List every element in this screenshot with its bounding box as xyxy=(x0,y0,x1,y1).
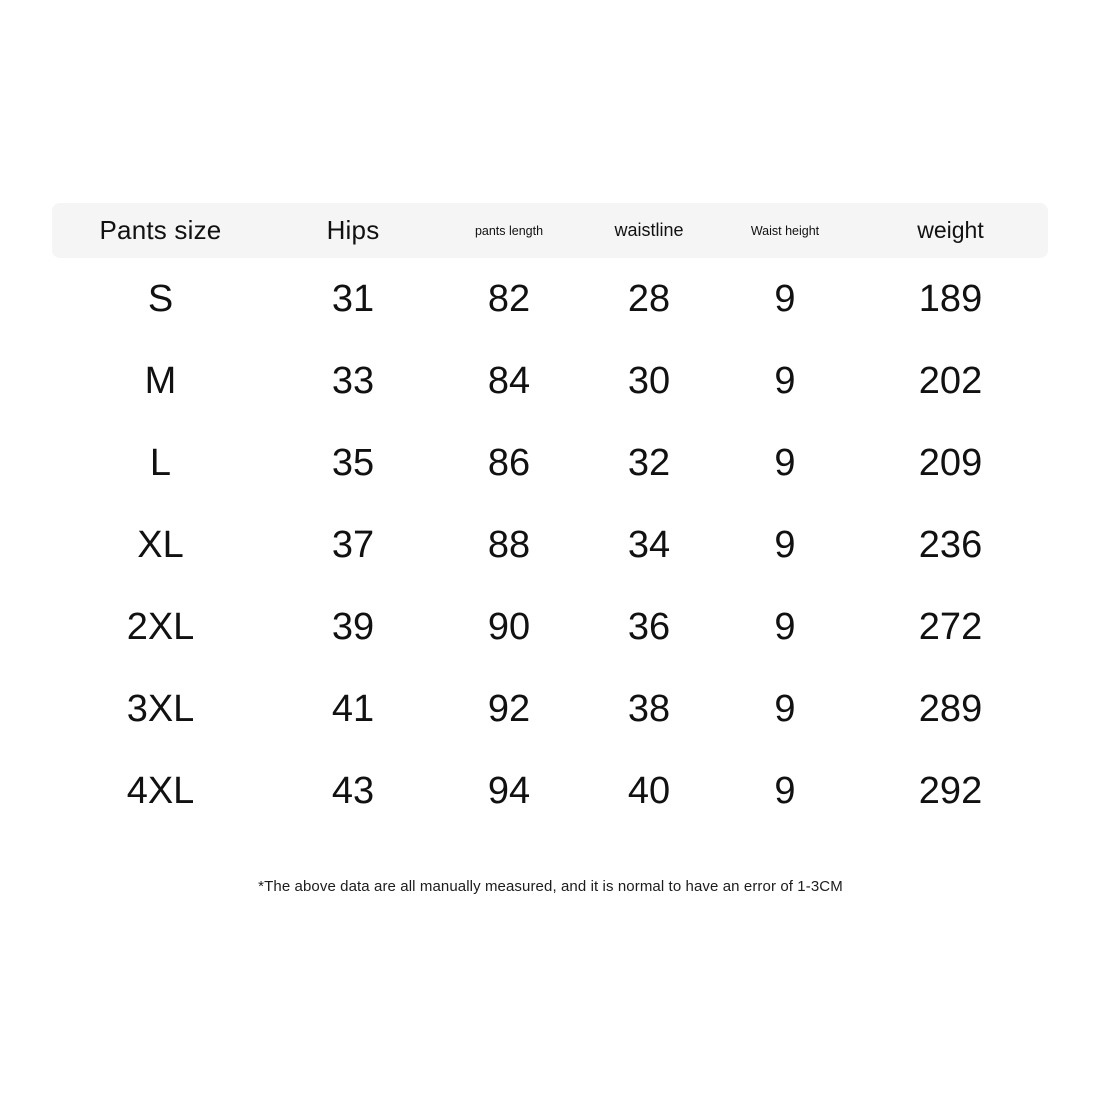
size-chart-table xyxy=(52,203,1048,832)
cell-waistline: 28 xyxy=(627,277,671,320)
table-row xyxy=(52,750,1048,832)
cell-size: L xyxy=(149,441,172,484)
cell-waistline: 38 xyxy=(627,687,671,730)
cell-weight: 202 xyxy=(918,359,983,402)
cell-hips: 31 xyxy=(331,277,375,320)
column-header-pants-length: pants length xyxy=(474,223,544,238)
cell-size: XL xyxy=(137,523,184,566)
cell-waistline: 40 xyxy=(627,769,671,812)
cell-hips: 43 xyxy=(331,769,375,812)
table-header-row xyxy=(52,203,1048,258)
cell-waist-height: 9 xyxy=(774,441,796,484)
table-row xyxy=(52,504,1048,586)
cell-pants-length: 90 xyxy=(487,605,531,648)
column-header-hips: Hips xyxy=(326,215,380,245)
cell-hips: 41 xyxy=(331,687,375,730)
table-row xyxy=(52,340,1048,422)
cell-weight: 272 xyxy=(918,605,983,648)
cell-hips: 37 xyxy=(331,523,375,566)
cell-weight: 289 xyxy=(918,687,983,730)
cell-hips: 39 xyxy=(331,605,375,648)
cell-size: M xyxy=(144,359,177,402)
cell-pants-length: 86 xyxy=(487,441,531,484)
column-header-waistline: waistline xyxy=(614,220,684,240)
table-row xyxy=(52,586,1048,668)
cell-waist-height: 9 xyxy=(774,523,796,566)
cell-size: S xyxy=(147,277,174,320)
cell-waistline: 30 xyxy=(627,359,671,402)
table-row xyxy=(52,668,1048,750)
cell-weight: 189 xyxy=(918,277,983,320)
column-header-weight: weight xyxy=(917,217,984,243)
cell-waist-height: 9 xyxy=(774,769,796,812)
cell-pants-length: 94 xyxy=(487,769,531,812)
cell-waist-height: 9 xyxy=(774,605,796,648)
cell-weight: 209 xyxy=(918,441,983,484)
table-row xyxy=(52,422,1048,504)
cell-size: 4XL xyxy=(126,769,195,812)
cell-weight: 292 xyxy=(918,769,983,812)
cell-pants-length: 88 xyxy=(487,523,531,566)
cell-waist-height: 9 xyxy=(774,277,796,320)
cell-pants-length: 84 xyxy=(487,359,531,402)
cell-pants-length: 82 xyxy=(487,277,531,320)
cell-hips: 35 xyxy=(331,441,375,484)
table-row xyxy=(52,258,1048,340)
cell-waistline: 32 xyxy=(627,441,671,484)
cell-pants-length: 92 xyxy=(487,687,531,730)
cell-waist-height: 9 xyxy=(774,359,796,402)
cell-size: 3XL xyxy=(126,687,195,730)
column-header-waist-height: Waist height xyxy=(750,223,820,238)
cell-waistline: 34 xyxy=(627,523,671,566)
cell-hips: 33 xyxy=(331,359,375,402)
measurement-disclaimer: *The above data are all manually measured, and it is normal to have an error of 1-3CM xyxy=(258,878,843,895)
cell-waistline: 36 xyxy=(627,605,671,648)
cell-waist-height: 9 xyxy=(774,687,796,730)
column-header-pants-size: Pants size xyxy=(99,215,222,245)
cell-size: 2XL xyxy=(126,605,195,648)
cell-weight: 236 xyxy=(918,523,983,566)
